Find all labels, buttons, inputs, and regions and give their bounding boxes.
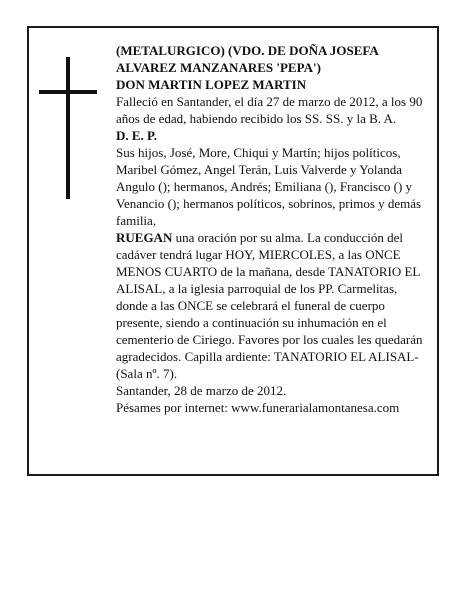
condolences-line: Pésames por internet: www.funerarialamontanesa.com <box>116 400 400 415</box>
cross-horizontal-bar <box>39 90 97 94</box>
cross-icon <box>39 57 97 199</box>
family-list: Sus hijos, José, More, Chiqui y Martín; hijos políticos, Maribel Gómez, Angel Terán, Luis Valverde y Yolanda Angulo (); hermanos, Andrés; Emiliana (), Francisco () y Venancio (); hermanos políticos, sobrinos, primos y demás familia, <box>116 145 422 228</box>
dep-line: D. E. P. <box>116 128 158 143</box>
cross-vertical-bar <box>66 57 70 199</box>
death-info: Falleció en Santander, el día 27 de marzo de 2012, a los 90 años de edad, habiendo recibido los SS. SS. y la B. A. <box>116 94 423 126</box>
notice-heading: (METALURGICO) (VDO. DE DOÑA JOSEFA ALVAREZ MANZANARES 'PEPA') <box>116 43 379 75</box>
deceased-name: DON MARTIN LOPEZ MARTIN <box>116 77 307 92</box>
date-line: Santander, 28 de marzo de 2012. <box>116 383 287 398</box>
request-text: una oración por su alma. La conducción del cadáver tendrá lugar HOY, MIERCOLES, a las ONCE MENOS CUARTO de la mañana, desde TANATORIO EL ALISAL, a la iglesia parroquial de los PP. Carmelitas, donde a las ONCE se celebrará el funeral de cuerpo presente, siendo a continuación su inhumación en el cementerio de Ciriego. Favores por los cuales les quedarán agradecidos. Capilla ardiente: TANATORIO EL ALISAL-(Sala nº. 7). <box>116 230 423 381</box>
notice-body <box>116 42 428 416</box>
obituary-notice <box>27 26 439 476</box>
request-paragraph <box>116 229 428 382</box>
request-label: RUEGAN <box>116 230 173 245</box>
